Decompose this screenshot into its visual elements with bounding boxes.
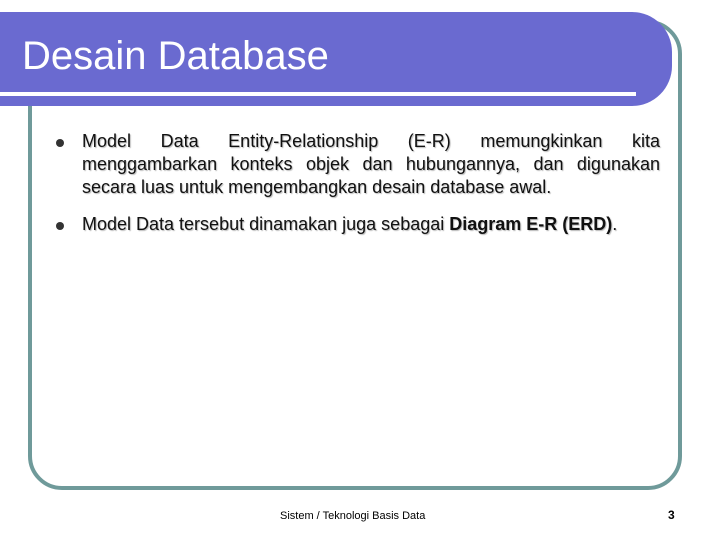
bullet-dot-icon: [56, 222, 64, 230]
bullet-text-part: .: [612, 214, 618, 234]
bullet-item: [46, 130, 660, 199]
bullet-text: [82, 213, 660, 236]
bullet-text-part: Model Data tersebut dinamakan juga sebagai: [82, 214, 450, 234]
title-underline: [0, 92, 636, 96]
page-number: 3: [668, 508, 675, 522]
bullet-dot-icon: [56, 139, 64, 147]
bullet-bold-term: Diagram E-R (ERD): [449, 214, 613, 234]
slide-title: Desain Database: [22, 34, 329, 78]
bullet-text: Model Data Entity-Relationship (E-R) memungkinkan kita menggambarkan konteks objek dan hubungannya, dan digunakan secara luas untuk mengembangkan desain database awal.: [82, 131, 660, 197]
bullet-list: [46, 130, 660, 250]
footer-text: Sistem / Teknologi Basis Data: [280, 510, 426, 522]
bullet-item: [46, 213, 660, 236]
